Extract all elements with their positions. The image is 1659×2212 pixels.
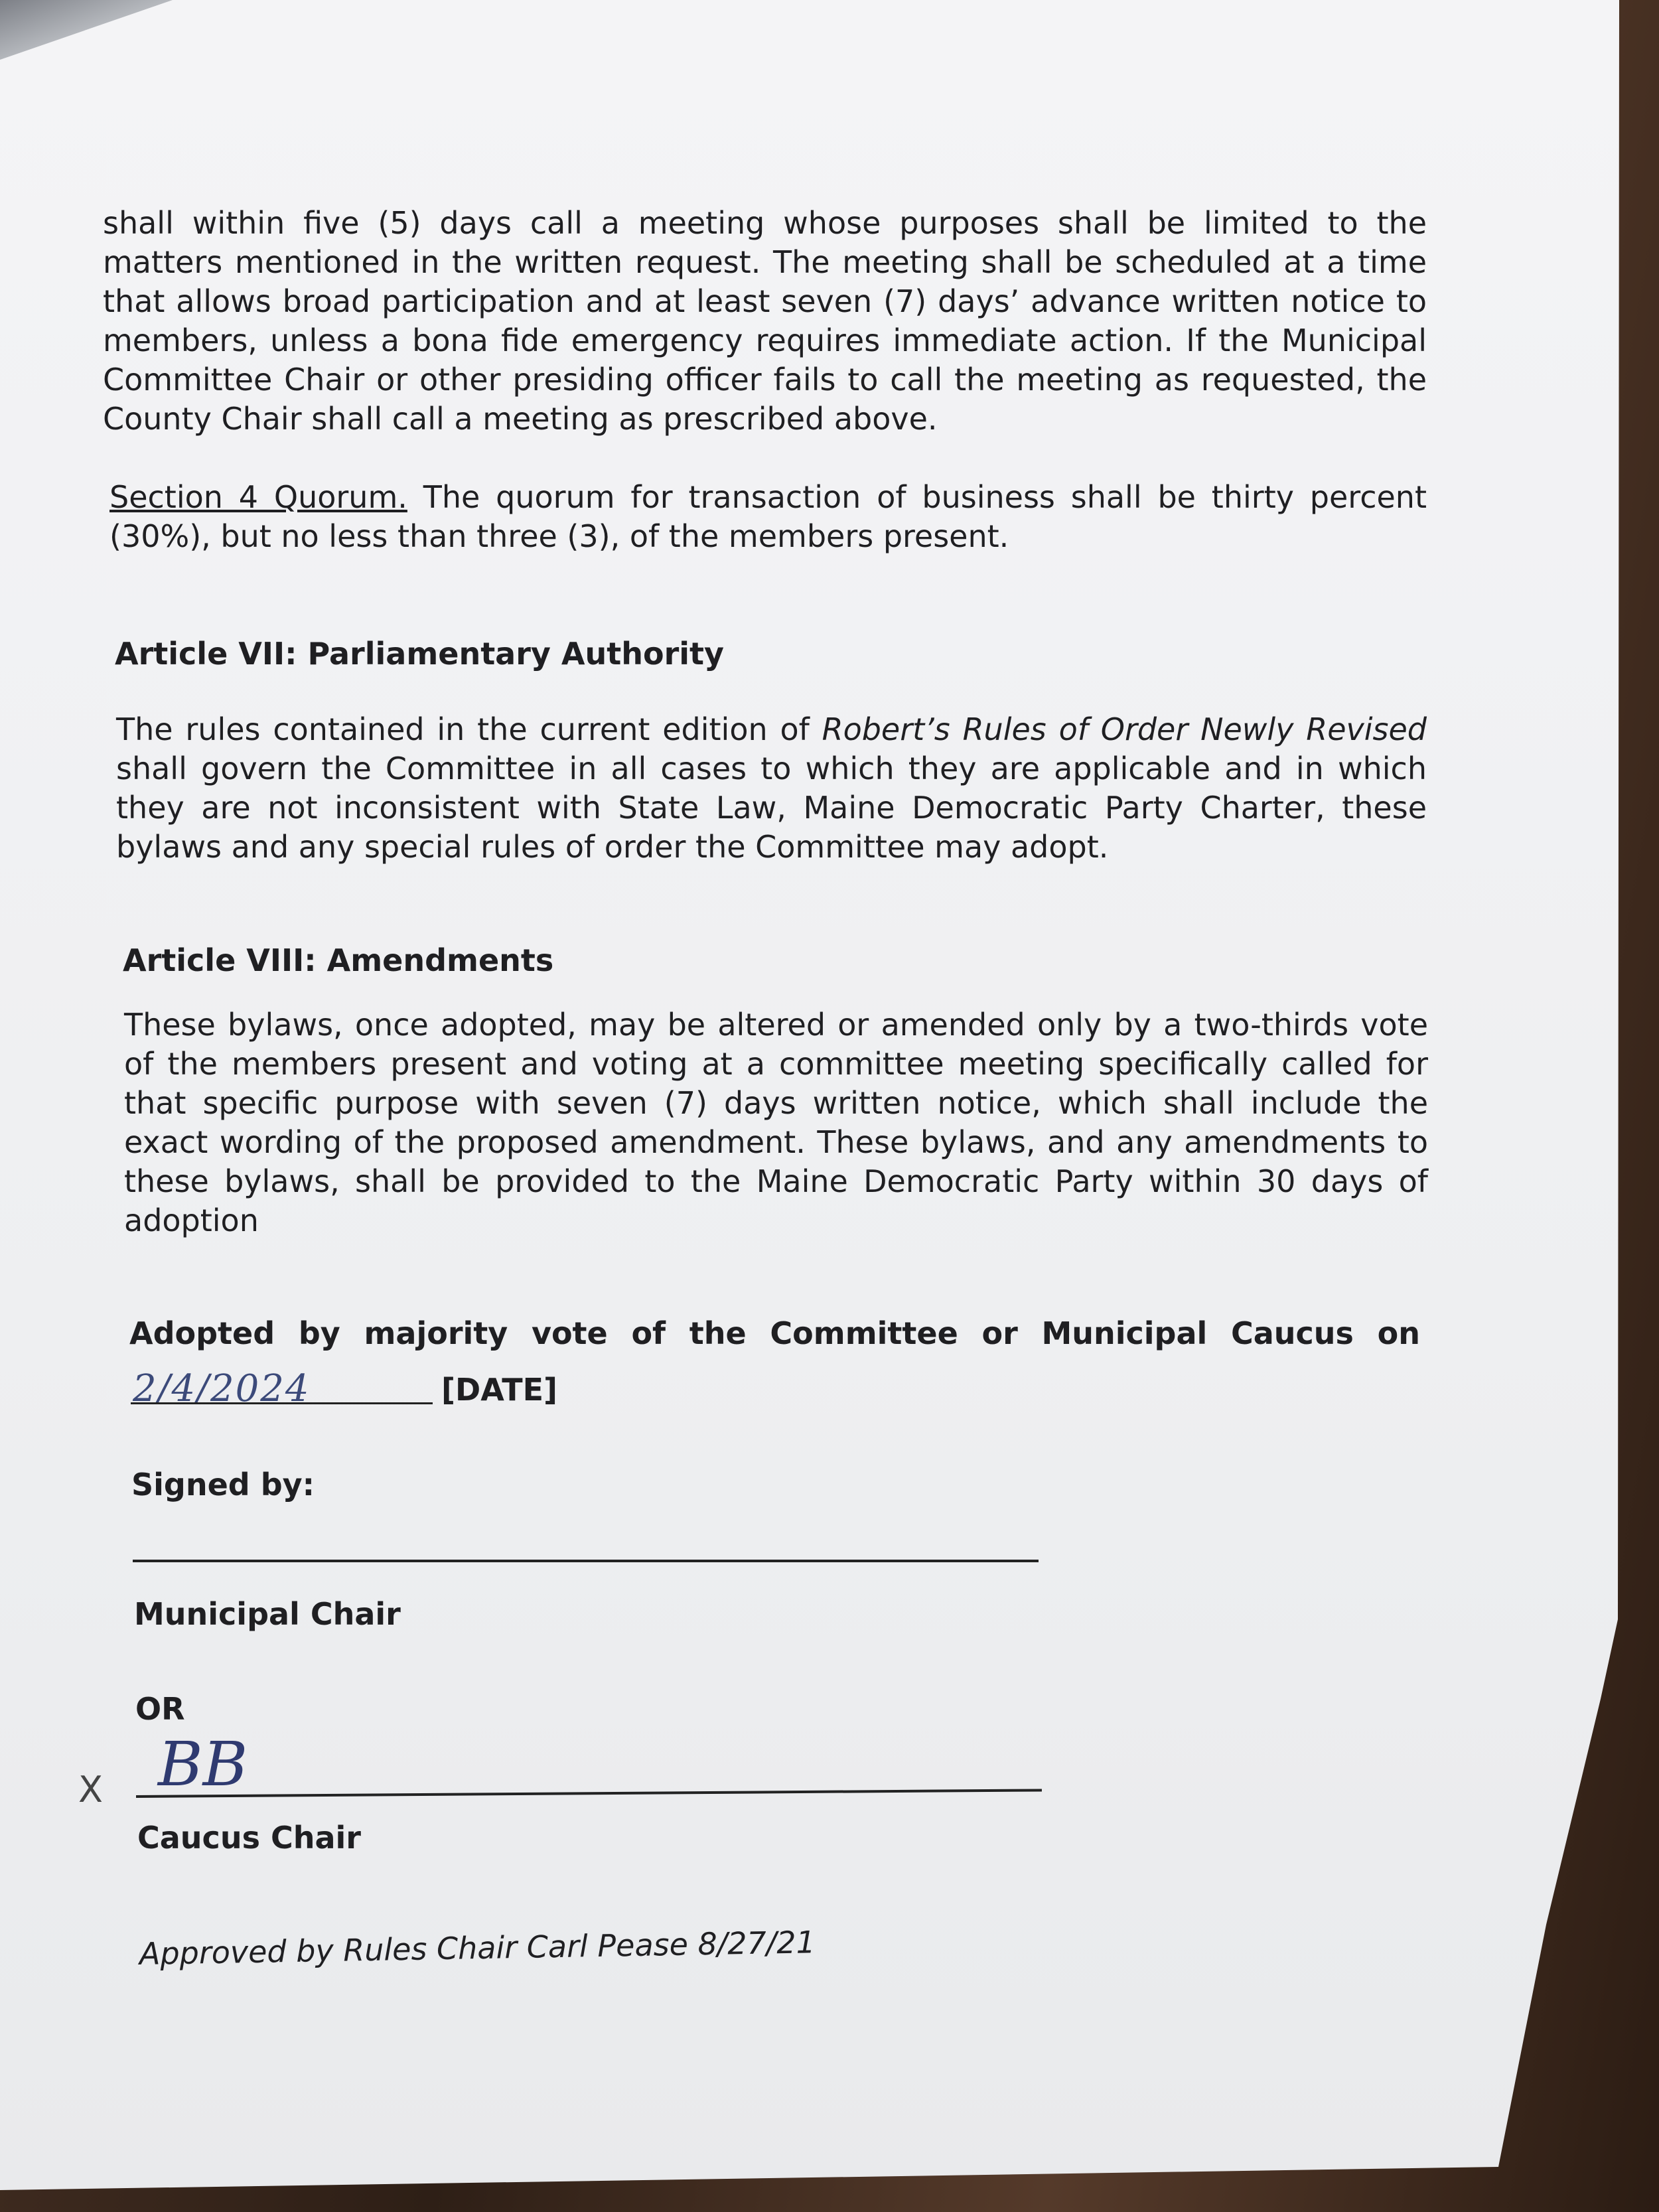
handwritten-date: 2/4/2024 xyxy=(133,1367,311,1410)
x-mark: X xyxy=(78,1769,103,1810)
article-7-heading: Article VII: Parliamentary Authority xyxy=(115,636,725,672)
caucus-chair-initials: BB xyxy=(158,1729,248,1800)
date-label: [DATE] xyxy=(441,1372,558,1408)
roberts-rules-title: Robert’s Rules of Order Newly Revised xyxy=(822,711,1427,747)
adoption-statement: Adopted by majority vote of the Committee or Municipal Caucus on xyxy=(129,1315,1420,1351)
article-8-heading: Article VIII: Amendments xyxy=(123,942,554,978)
or-label: OR xyxy=(135,1691,185,1727)
article-8-paragraph: These bylaws, once adopted, may be altered or amended only by a two-thirds vote of the members present and voting at a committee meeting specifically called for that specific purpose with seven (7) days written notice, which shall include the exact wording of the proposed amendment. These bylaws, and any amendments to these bylaws, shall be provided to the Maine Democratic Party within 30 days of adoption xyxy=(124,1007,1428,1238)
municipal-chair-signature-line xyxy=(133,1560,1039,1562)
approval-note: Approved by Rules Chair Carl Pease 8/27/21 xyxy=(139,1924,816,1972)
municipal-chair-label: Municipal Chair xyxy=(134,1596,401,1632)
section-4-text: The quorum for transaction of business shall be thirty percent (30%), but no less than three (3), of the members present. xyxy=(109,479,1427,554)
article-7-paragraph xyxy=(116,710,1427,867)
date-line xyxy=(131,1402,433,1404)
caucus-chair-label: Caucus Chair xyxy=(137,1820,361,1856)
intro-paragraph: shall within five (5) days call a meeting whose purposes shall be limited to the matters mentioned in the written request. The meeting shall be scheduled at a time that allows broad participation and at least seven (7) days’ advance written notice to members, unless a bona fide emergency requires immediate action. If the Municipal Committee Chair or other presiding officer fails to call the meeting as requested, the County Chair shall call a meeting as prescribed above. xyxy=(103,205,1427,437)
section-4-label: Section 4 Quorum. xyxy=(109,479,407,515)
article-7-text-after: shall govern the Committee in all cases to which they are applicable and in which they are not inconsistent with State Law, Maine Democratic Party Charter, these bylaws and any special rules of order the Committee may adopt. xyxy=(116,751,1427,865)
article-7-text-before: The rules contained in the current edition of xyxy=(116,711,822,747)
signed-by-label: Signed by: xyxy=(131,1467,315,1503)
section-4-quorum xyxy=(109,478,1427,556)
